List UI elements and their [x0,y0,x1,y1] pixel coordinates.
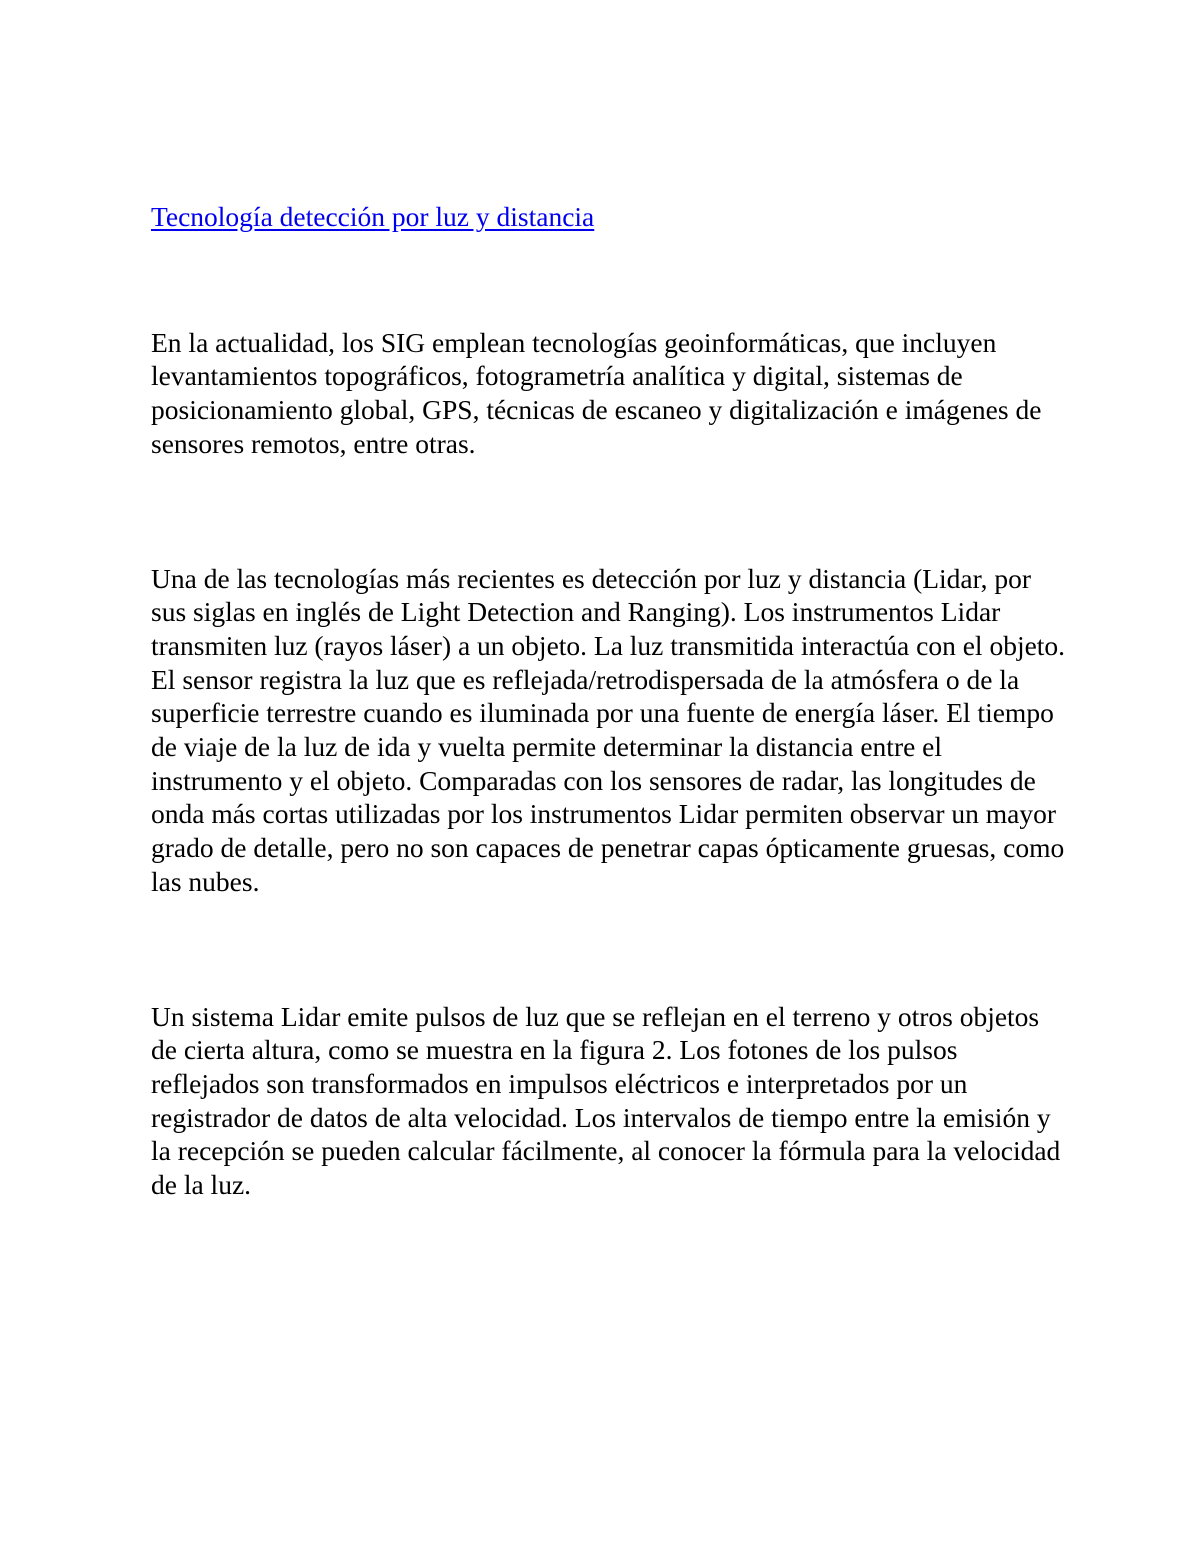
title-container [151,200,1071,234]
paragraph-lidar-system: Un sistema Lidar emite pulsos de luz que se reflejan en el terreno y otros objetos de cierta altura, como se muestra en la figura 2. Los fotones de los pulsos reflejados son transformados en impulsos eléctricos e interpretados por un registrador de datos de alta velocidad. Los intervalos de tiempo entre la emisión y la recepción se pueden calcular fácilmente, al conocer la fórmula para la velocidad de la luz. [151,1000,1061,1201]
document-body [151,200,1071,1202]
paragraph-intro: En la actualidad, los SIG emplean tecnologías geoinformáticas, que incluyen levantamientos topográficos, fotogrametría analítica y digital, sistemas de posicionamiento global, GPS, técnicas de escaneo y digitalización e imágenes de sensores remotos, entre otras. [151,326,1042,459]
paragraph-lidar-definition: Una de las tecnologías más recientes es detección por luz y distancia (Lidar, por sus siglas en inglés de Light Detection and Ranging). Los instrumentos Lidar transmiten luz (rayos láser) a un objeto. La luz transmitida interactúa con el objeto. El sensor registra la luz que es reflejada/retrodispersada de la atmósfera o de la superficie terrestre cuando es iluminada por una fuente de energía láser. El tiempo de viaje de la luz de ida y vuelta permite determinar la distancia entre el instrumento y el objeto. Comparadas con los sensores de radar, las longitudes de onda más cortas utilizadas por los instrumentos Lidar permiten observar un mayor grado de detalle, pero no son capaces de penetrar capas ópticamente gruesas, como las nubes. [151,562,1066,897]
title-link[interactable]: Tecnología detección por luz y distancia [151,201,595,232]
